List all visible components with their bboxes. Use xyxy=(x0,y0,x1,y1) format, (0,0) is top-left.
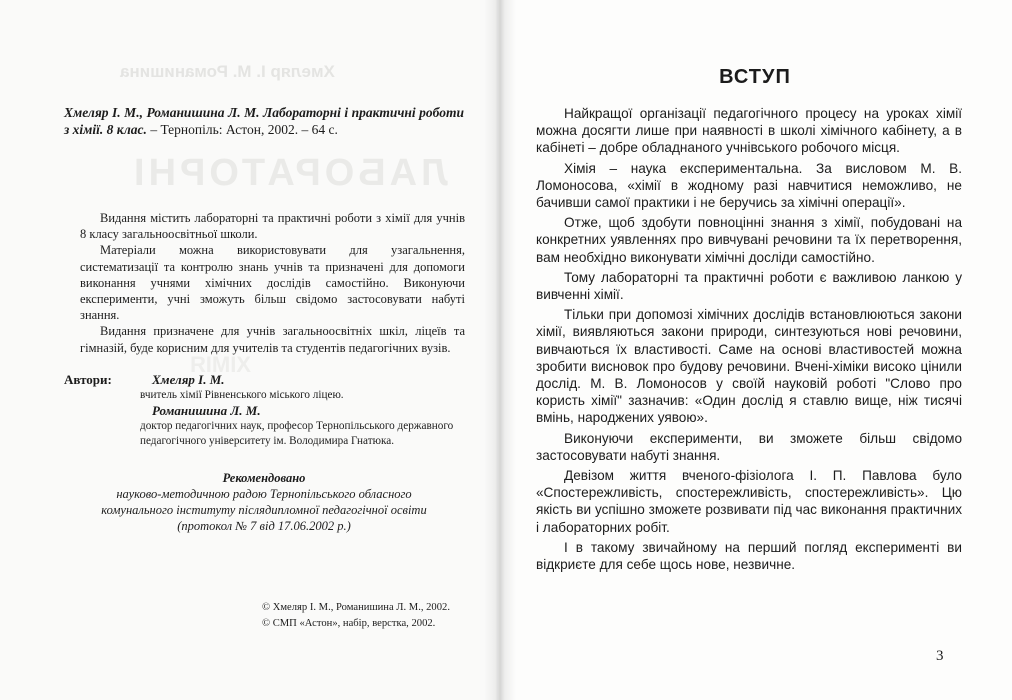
bibliographic-record xyxy=(64,104,464,138)
body-paragraph: Отже, щоб здобути повноцінні знання з хімії, побудовані на конкретних уявленнях про вивчувані речовини та їх перетворення, вам необхідно виконувати хімічні досліди самостійно. xyxy=(536,215,962,265)
body-paragraph: Девізом життя вченого-фізіолога І. П. Павлова було «Спостережливість, спостережливість, спостережливість». Цю якість ви успішно зможете розвивати під час виконання практичних і лабораторних робіт. xyxy=(536,468,962,535)
body-paragraph: Хімія – наука експериментальна. За висловом М. В. Ломоносова, «хімії в жодному разі навчитися неможливо, не бачивши самої практики і не беручись за хімічні операції». xyxy=(536,160,962,211)
bleed-through-subtitle: ХІМІЯ xyxy=(190,352,252,377)
annotation-paragraph: Матеріали можна використовувати для узагальнення, систематизації та контролю знань учнів та призначені для допомоги виконання учнями хімічних дослідів самостійно. Виконуючи експерименти, учні зможуть більш свідомо застосовувати набуті знання. xyxy=(80,243,465,323)
copyright-line: © СМП «Астон», набір, верстка, 2002. xyxy=(262,618,436,629)
recommendation-line: науково-методичною радою Тернопільського обласного xyxy=(116,487,412,501)
body-paragraph: І в такому звичайному на перший погляд експерименті ви відкриєте для себе щось нове, незвичне. xyxy=(536,539,962,573)
chapter-heading: ВСТУП xyxy=(719,66,791,88)
bleed-through-title: ЛАБОРАТОРНІ xyxy=(130,152,448,194)
body-paragraph: Виконуючи експерименти, ви зможете більш свідомо застосовувати набуті знання. xyxy=(536,430,962,463)
annotation-paragraph: Видання призначене для учнів загальноосвітніх шкіл, ліцеїв та гімназій, буде корисним для учителів та студентів педагогічних вузів. xyxy=(80,324,465,355)
authors-label: Автори: xyxy=(64,372,112,387)
right-page xyxy=(498,0,1012,700)
annotation-paragraph: Видання містить лабораторні та практичні роботи з хімії для учнів 8 класу загальноосвітньої школи. xyxy=(80,211,465,242)
recommendation xyxy=(84,470,444,534)
recommendation-title: Рекомендовано xyxy=(222,471,306,485)
author-name: Романишина Л. М. xyxy=(152,403,261,418)
body-paragraph: Найкращої організації педагогічного процесу на уроках хімії можна досягти лише при наявності в школі хімічного кабінету, а в кабінеті – добре обладнаного учнівського робочого місця. xyxy=(536,106,962,156)
body-paragraph: Тільки при допомозі хімічних дослідів встановлюються закони хімії, виявляються закони природи, синтезуються нові речовини, вивчаються їх властивості. Саме на основі властивостей можна зробити висновок про будову речовини. Вчені-хіміки високо цінили дослід. М. В. Ломоносов у своїй науковій роботі "Слово про користь хімії" зазначив: «Один дослід я ставлю вище, ніж тисячі вмінь, народжених уявою». xyxy=(536,307,962,426)
copyright-line: © Хмеляр І. М., Романишина Л. М., 2002. xyxy=(262,602,450,613)
recommendation-line: (протокол № 7 від 17.06.2002 р.) xyxy=(177,519,351,533)
page-number: 3 xyxy=(936,648,944,664)
bibliographic-title: Лабораторні і практичні роботи з хімії. 8 клас. xyxy=(64,105,464,137)
authors-block xyxy=(64,372,484,452)
left-page xyxy=(0,0,498,700)
annotation xyxy=(80,210,465,356)
introduction-text xyxy=(536,105,962,576)
bibliographic-imprint: – Тернопіль: Астон, 2002. – 64 с. xyxy=(150,122,338,137)
copyright xyxy=(262,600,484,632)
author-description: вчитель хімії Рівненського міського ліцею. xyxy=(140,389,344,401)
bibliographic-authors: Хмеляр І. М., Романишина Л. М. xyxy=(64,105,260,120)
author-name: Хмеляр І. М. xyxy=(152,372,225,387)
body-paragraph: Тому лабораторні та практичні роботи є важливою ланкою у вивченні хімії. xyxy=(536,269,962,303)
author-description: доктор педагогічних наук, професор Тернопільського державного педагогічного університету ім. Володимира Гнатюка. xyxy=(140,420,454,447)
recommendation-line: комунального інституту післядипломної педагогічної освіти xyxy=(101,503,427,517)
bleed-through-authors: Хмеляр І. М. Романишина xyxy=(120,62,335,81)
